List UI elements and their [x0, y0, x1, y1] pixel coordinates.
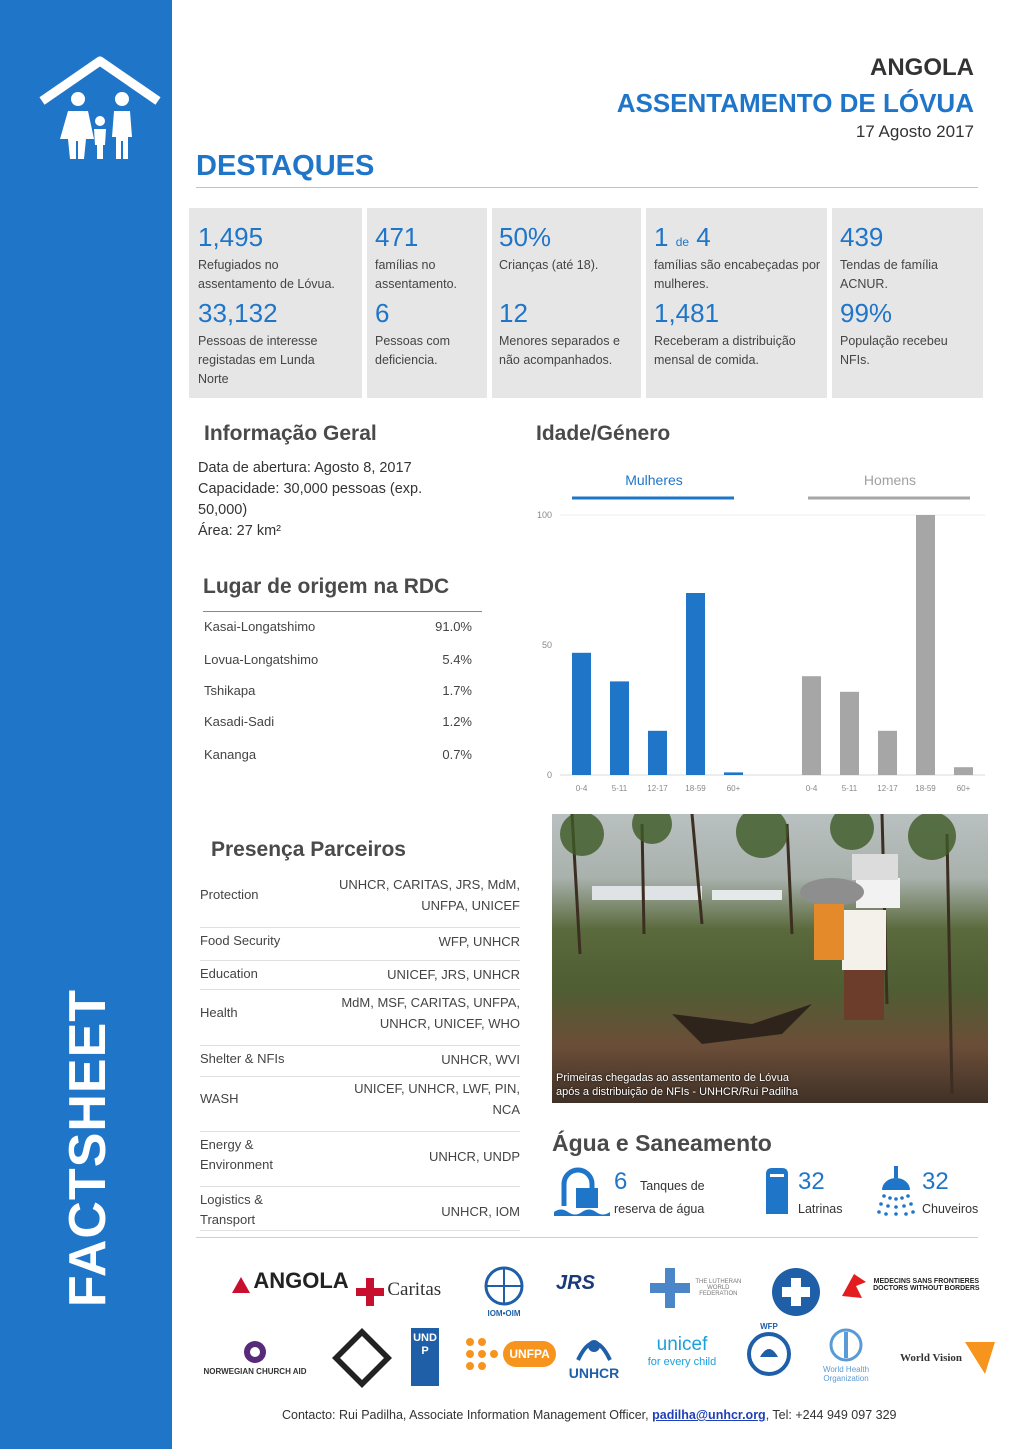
pin-diamond-icon: [330, 1326, 394, 1390]
latrines-value: 32: [798, 1168, 825, 1195]
world-vision-logo-text: World Vision: [900, 1352, 963, 1364]
latrines-label: Latrinas: [798, 1202, 843, 1216]
origin-percent: 1.2%: [442, 714, 472, 729]
y-tick-label: 100: [536, 510, 552, 520]
partner-sector: [200, 1003, 238, 1023]
origin-row: [204, 747, 472, 762]
chart-heading: Idade/Género: [536, 422, 671, 445]
highlight-tents-value: 439: [840, 222, 884, 252]
unfpa-logo: [464, 1336, 556, 1372]
highlight-box-5: [832, 208, 983, 398]
partner-sector: [200, 1190, 263, 1230]
bar-homens-0-4: [802, 676, 821, 775]
undp-logo-text: UNDP: [411, 1328, 439, 1386]
info-geral-body: [198, 458, 468, 542]
ratio-numerator: 1: [654, 222, 669, 252]
origin-percent: 1.7%: [442, 683, 472, 698]
highlight-families-text: famílias no assentamento.: [375, 258, 457, 291]
nca-logo-icon: [243, 1340, 267, 1364]
country-title: ANGOLA: [870, 54, 974, 81]
highlight-box-2: [367, 208, 487, 398]
partner-sector: [200, 1089, 239, 1109]
unhcr-family-logo-icon: [38, 55, 162, 165]
highlight-registered-text: Pessoas de interesse registadas em Lunda Norte: [198, 334, 318, 386]
origin-percent: 91.0%: [435, 619, 472, 634]
partner-orgs-line: UNHCR, UNICEF, WHO: [379, 1016, 520, 1031]
partner-orgs: [310, 964, 520, 985]
bar-homens-12-17: [878, 731, 897, 775]
partner-orgs-line: UNHCR, CARITAS, JRS, MdM,: [338, 877, 520, 892]
water-tanks-label-1: Tanques de: [640, 1179, 705, 1193]
opening-date: Data de abertura: Agosto 8, 2017: [198, 460, 412, 476]
bar-homens-5-11: [840, 692, 859, 775]
partners-heading: Presença Parceiros: [211, 838, 406, 861]
highlight-nfi-text: População recebeu NFIs.: [840, 334, 948, 367]
lwf-logo: [650, 1268, 743, 1308]
partner-orgs-line: UNHCR, UNDP: [429, 1149, 520, 1164]
unicef-logo: [642, 1334, 722, 1368]
caritas-cross-icon: [356, 1278, 384, 1306]
origin-row: [204, 683, 472, 698]
photo-caption: [556, 1071, 798, 1099]
photo-illustration: [552, 814, 988, 1103]
partner-sector-line: Logistics &: [200, 1192, 263, 1207]
partner-row: [200, 990, 520, 1046]
arrival-photo: [552, 814, 988, 1103]
destaques-heading: DESTAQUES: [196, 150, 375, 182]
legend-homens: Homens: [863, 472, 917, 488]
highlight-nfi-value: 99%: [840, 298, 893, 328]
factsheet-label: FACTSHEET: [59, 988, 117, 1308]
partner-sector-line: Health: [200, 1005, 238, 1020]
legend-mulheres: Mulheres: [625, 472, 683, 488]
partner-orgs-line: NCA: [492, 1102, 520, 1117]
origin-place: Lovua-Longatshimo: [204, 652, 319, 667]
partner-orgs-line: WFP, UNHCR: [438, 934, 520, 949]
bar-mulheres-0-4: [572, 653, 591, 775]
highlight-disability-text: Pessoas com deficiencia.: [375, 334, 451, 367]
lwf-logo-text: THE LUTHERAN WORLD FEDERATION: [695, 1279, 742, 1297]
shower-icon: [876, 1166, 916, 1216]
highlight-female-headed-value: [654, 222, 711, 253]
origin-place: Tshikapa: [204, 683, 256, 698]
partner-orgs: [310, 1146, 520, 1167]
partner-row: [200, 1076, 520, 1132]
highlight-minors-value: 12: [499, 298, 528, 328]
origin-place: Kasai-Longatshimo: [204, 619, 316, 634]
msf-logo-text: MEDECINS SANS FRONTIERES DOCTORS WITHOUT BORDERS: [873, 1278, 980, 1292]
partner-sector-line: Environment: [200, 1157, 273, 1172]
area: Área: 27 km²: [198, 523, 281, 539]
unhcr-logo-text: UNHCR: [568, 1365, 620, 1381]
highlight-food-value: 1,481: [654, 298, 720, 328]
partner-sector-line: Shelter & NFIs: [200, 1051, 285, 1066]
y-tick-label: 0: [546, 770, 552, 780]
x-tick-label: 5-11: [841, 784, 858, 793]
partner-orgs: [310, 931, 520, 952]
origin-row: [204, 714, 472, 729]
msf-logo: [838, 1270, 981, 1300]
info-geral-heading: Informação Geral: [204, 422, 377, 445]
highlight-children-text: Crianças (até 18).: [499, 258, 599, 272]
partner-orgs: [310, 1078, 520, 1120]
who-emblem-icon: [826, 1328, 866, 1362]
partner-orgs-line: UNHCR, IOM: [441, 1204, 520, 1219]
partner-sector-line: WASH: [200, 1091, 239, 1106]
origin-rule: [203, 611, 482, 612]
iom-logo: [478, 1266, 530, 1318]
pin-logo: [330, 1326, 394, 1393]
highlight-box-3: [492, 208, 641, 398]
partner-sector: [200, 931, 280, 951]
partner-orgs-line: UNICEF, UNHCR, LWF, PIN,: [354, 1081, 520, 1096]
partner-sector: [200, 1049, 285, 1069]
x-tick-label: 0-4: [575, 784, 588, 793]
origin-place: Kasadi-Sadi: [204, 714, 275, 729]
jrs-logo-text: JRS: [556, 1272, 595, 1294]
bar-mulheres-60+: [724, 772, 743, 775]
caritas-logo-text: Caritas: [387, 1279, 442, 1301]
highlight-disability-value: 6: [375, 298, 390, 328]
mdm-logo-icon: [770, 1266, 822, 1318]
origin-percent: 0.7%: [442, 747, 472, 762]
wash-heading: Água e Saneamento: [552, 1130, 772, 1156]
partner-row: [200, 928, 520, 961]
angola-emblem-icon: [232, 1277, 250, 1293]
msf-runner-icon: [838, 1270, 868, 1300]
angola-government-logo: [232, 1268, 349, 1294]
latrine-icon: [762, 1166, 792, 1216]
logos-rule: [196, 1237, 978, 1238]
x-tick-label: 18-59: [685, 784, 706, 793]
wfp-wreath-icon: [746, 1331, 792, 1377]
highlight-tents-text: Tendas de família ACNUR.: [840, 258, 938, 291]
bar-mulheres-18-59: [686, 593, 705, 775]
highlight-children-value: 50%: [499, 222, 552, 252]
origin-place: Kananga: [204, 747, 257, 762]
partner-row: [200, 1046, 520, 1077]
ratio-denominator: 4: [696, 222, 711, 252]
highlight-refugees-text: Refugiados no assentamento de Lóvua.: [198, 258, 335, 291]
partner-sector-line: Education: [200, 966, 258, 981]
partner-sector: [200, 1135, 273, 1175]
world-vision-star-icon: [965, 1340, 995, 1376]
x-tick-label: 0-4: [805, 784, 818, 793]
partner-orgs-line: MdM, MSF, CARITAS, UNFPA,: [341, 995, 520, 1010]
origin-row: [204, 619, 472, 634]
highlight-box-4: [646, 208, 827, 398]
showers-value: 32: [922, 1168, 949, 1195]
jrs-logo: [556, 1272, 595, 1295]
water-tanks-label-2: reserva de água: [614, 1202, 705, 1216]
partner-orgs: [310, 1049, 520, 1070]
unicef-logo-text: unicef: [656, 1334, 708, 1355]
world-vision-logo: [900, 1340, 995, 1376]
bar-mulheres-12-17: [648, 731, 667, 775]
unicef-tagline: for every child: [647, 1356, 717, 1368]
x-tick-label: 12-17: [877, 784, 898, 793]
angola-logo-text: ANGOLA: [253, 1268, 349, 1293]
partner-row: [200, 1186, 520, 1231]
highlight-minors-text: Menores separados e não acompanhados.: [499, 334, 620, 367]
wfp-logo-text: WFP: [760, 1322, 778, 1331]
who-logo: [816, 1328, 876, 1383]
bar-homens-18-59: [916, 515, 935, 775]
nca-logo: [194, 1340, 316, 1376]
bar-homens-60+: [954, 767, 973, 775]
bar-mulheres-5-11: [610, 681, 629, 775]
photo-caption-line2: após a distribuição de NFIs - UNHCR/Rui Padilha: [556, 1086, 799, 1098]
partner-sector: [200, 885, 259, 905]
y-tick-label: 50: [541, 640, 552, 650]
iom-globe-icon: [481, 1266, 527, 1306]
photo-caption-line1: Primeiras chegadas ao assentamento de Lóvua: [556, 1072, 789, 1084]
highlight-families-value: 471: [375, 222, 419, 252]
x-tick-label: 18-59: [915, 784, 936, 793]
partner-orgs-line: UNHCR, WVI: [441, 1052, 520, 1067]
contact-prefix: Contacto: Rui Padilha, Associate Information Management Officer,: [282, 1408, 653, 1422]
x-tick-label: 60+: [956, 784, 971, 793]
partner-sector-line: Transport: [200, 1212, 256, 1227]
capacity: Capacidade: 30,000 pessoas (exp. 50,000): [198, 481, 423, 518]
report-date: 17 Agosto 2017: [855, 122, 974, 141]
mdm-logo: [770, 1266, 822, 1321]
origin-percent: 5.4%: [442, 652, 472, 667]
partner-orgs: [310, 1201, 520, 1222]
highlight-box-1: [189, 208, 362, 398]
ratio-de: de: [675, 235, 690, 249]
partner-sector: [200, 964, 258, 984]
highlight-female-headed-text: famílias são encabeçadas por mulheres.: [654, 258, 821, 291]
wfp-logo: [744, 1322, 794, 1380]
contact-line: [282, 1408, 897, 1422]
sidebar: [0, 0, 172, 1449]
caritas-logo: [356, 1278, 441, 1306]
partner-orgs: [310, 874, 520, 916]
contact-email-link[interactable]: padilha@unhcr.org: [652, 1408, 766, 1422]
unfpa-dots-icon: [464, 1336, 500, 1372]
highlight-registered-value: 33,132: [198, 298, 278, 328]
showers-label: Chuveiros: [922, 1202, 979, 1216]
settlement-title: ASSENTAMENTO DE LÓVUA: [616, 88, 974, 118]
origin-heading: Lugar de origem na RDC: [203, 575, 450, 598]
partner-sector-line: Energy &: [200, 1137, 254, 1152]
partner-row: [200, 872, 520, 928]
highlight-refugees-value: 1,495: [198, 222, 264, 252]
lwf-cross-icon: [650, 1268, 690, 1308]
undp-logo: [411, 1328, 439, 1386]
origin-row: [204, 652, 472, 667]
who-logo-text: World Health Organization: [822, 1365, 870, 1383]
partner-orgs-line: UNICEF, JRS, UNHCR: [387, 967, 520, 982]
x-tick-label: 60+: [726, 784, 741, 793]
partner-sector-line: Food Security: [200, 933, 281, 948]
water-tanks-value: 6: [614, 1168, 628, 1195]
nca-logo-text: NORWEGIAN CHURCH AID: [203, 1367, 307, 1376]
partner-sector-line: Protection: [200, 887, 259, 902]
partner-orgs-line: UNFPA, UNICEF: [421, 898, 520, 913]
unhcr-hands-icon: [574, 1326, 614, 1362]
age-gender-chart: [530, 460, 990, 805]
contact-phone: , Tel: +244 949 097 329: [765, 1408, 897, 1422]
x-tick-label: 5-11: [611, 784, 628, 793]
partner-row: [200, 1131, 520, 1187]
x-tick-label: 12-17: [647, 784, 668, 793]
partner-orgs: [310, 992, 520, 1034]
partner-row: [200, 961, 520, 990]
heading-rule: [196, 187, 978, 188]
unhcr-logo: [566, 1326, 622, 1381]
water-tank-icon: [554, 1166, 610, 1216]
highlight-food-text: Receberam a distribuição mensal de comida.: [654, 334, 796, 367]
iom-logo-text: IOM•OIM: [487, 1309, 521, 1318]
unfpa-logo-text: UNFPA: [503, 1341, 555, 1367]
